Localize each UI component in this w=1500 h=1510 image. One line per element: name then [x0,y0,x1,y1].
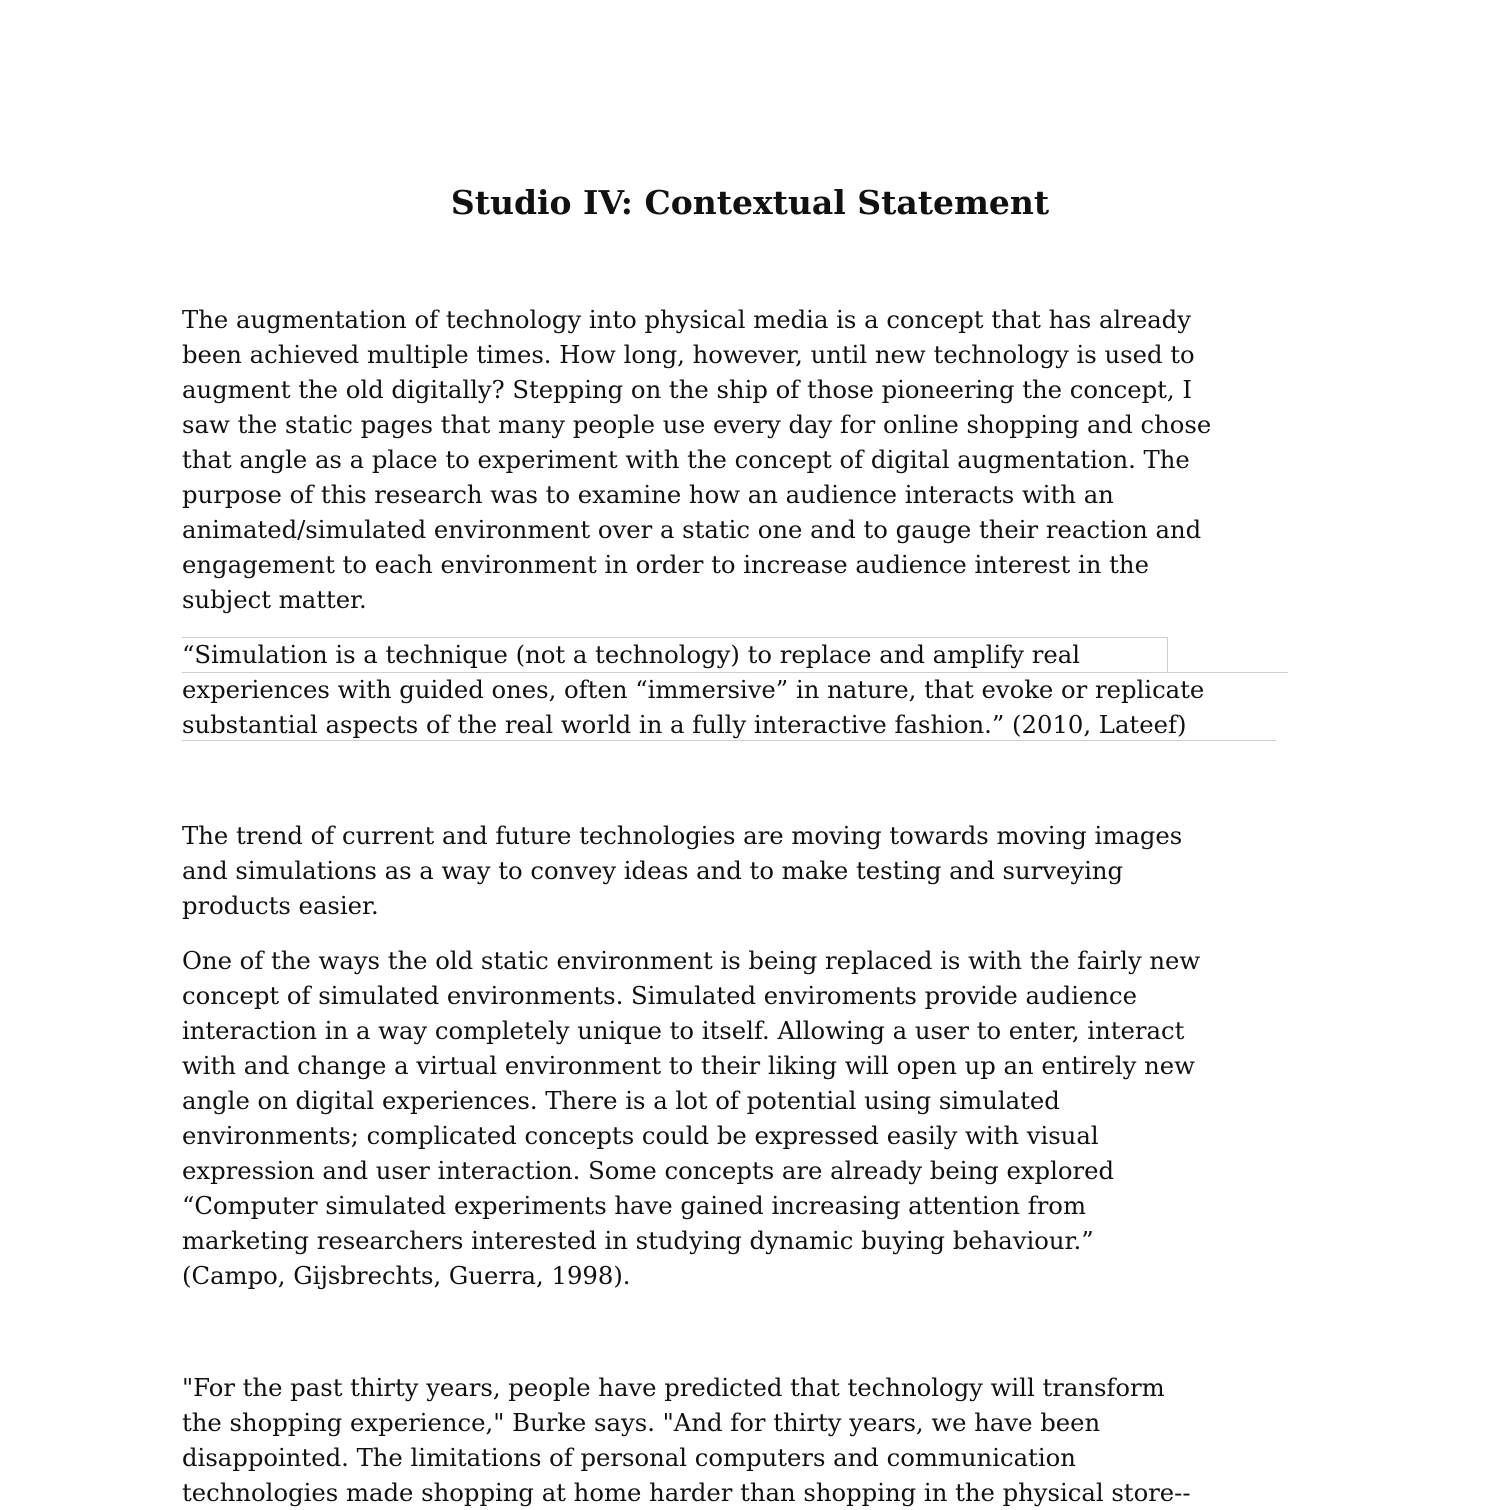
trend-paragraph-line: products easier. [182,891,379,920]
simulated-environments-paragraph-line: expression and user interaction. Some concepts are already being explored [182,1156,1115,1185]
simulated-environments-paragraph-line: angle on digital experiences. There is a lot of potential using simulated [182,1086,1060,1115]
burke-quote-paragraph-line: technologies made shopping at home harder than shopping in the physical store-- [182,1478,1191,1507]
quote-block-line: experiences with guided ones, often “immersive” in nature, that evoke or replicate [182,675,1205,704]
burke-quote-paragraph-line: the shopping experience," Burke says. "And for thirty years, we have been [182,1408,1101,1437]
simulated-environments-paragraph-line: (Campo, Gijsbrechts, Guerra, 1998). [182,1261,631,1290]
quote-box-right-border [1167,637,1168,672]
burke-quote-paragraph-line: disappointed. The limitations of personal computers and communication [182,1443,1076,1472]
intro-paragraph-line: engagement to each environment in order to increase audience interest in the [182,550,1149,579]
simulated-environments-paragraph-line: concept of simulated environments. Simulated enviroments provide audience [182,981,1138,1010]
intro-paragraph-line: augment the old digitally? Stepping on the ship of those pioneering the concept, I [182,375,1192,404]
simulated-environments-paragraph-line: marketing researchers interested in studying dynamic buying behaviour.” [182,1226,1094,1255]
simulated-environments-paragraph-line: interaction in a way completely unique to itself. Allowing a user to enter, interact [182,1016,1185,1045]
burke-quote-paragraph-line: "For the past thirty years, people have predicted that technology will transform [182,1373,1165,1402]
trend-paragraph-line: The trend of current and future technologies are moving towards moving images [182,821,1183,850]
trend-paragraph-line: and simulations as a way to convey ideas and to make testing and surveying [182,856,1124,885]
intro-paragraph-line: that angle as a place to experiment with the concept of digital augmentation. The [182,445,1190,474]
intro-paragraph-line: been achieved multiple times. How long, however, until new technology is used to [182,340,1195,369]
intro-paragraph-line: subject matter. [182,585,367,614]
simulated-environments-paragraph-line: “Computer simulated experiments have gained increasing attention from [182,1191,1086,1220]
quote-block-line: “Simulation is a technique (not a technology) to replace and amplify real [182,640,1080,669]
intro-paragraph-line: purpose of this research was to examine how an audience interacts with an [182,480,1114,509]
intro-paragraph-line: saw the static pages that many people use every day for online shopping and chose [182,410,1212,439]
document-title: Studio IV: Contextual Statement [450,183,1050,222]
simulated-environments-paragraph-line: with and change a virtual environment to their liking will open up an entirely new [182,1051,1195,1080]
simulated-environments-paragraph-line: environments; complicated concepts could be expressed easily with visual [182,1121,1099,1150]
intro-paragraph-line: animated/simulated environment over a static one and to gauge their reaction and [182,515,1202,544]
intro-paragraph-line: The augmentation of technology into physical media is a concept that has already [182,305,1191,334]
quote-block-line: substantial aspects of the real world in a fully interactive fashion.” (2010, Lateef) [182,710,1187,739]
simulated-environments-paragraph-line: One of the ways the old static environment is being replaced is with the fairly new [182,946,1201,975]
